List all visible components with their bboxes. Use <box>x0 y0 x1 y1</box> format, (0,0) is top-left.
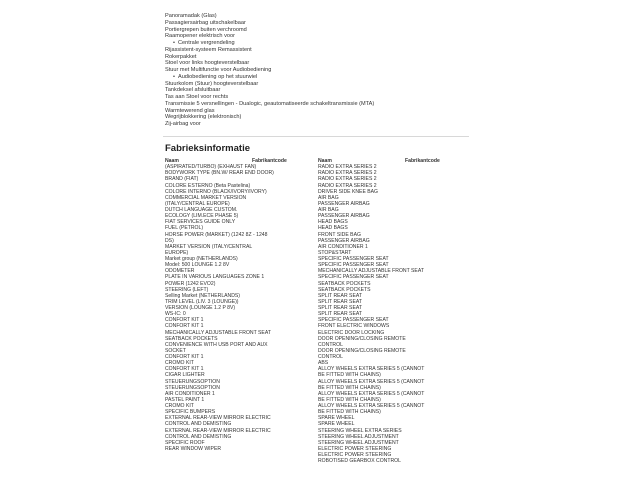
factory-info-row: AIR CONDITIONER 1 <box>318 243 368 250</box>
feature-item: Stuur met Multifunctie voor Audiobediening <box>165 67 272 73</box>
feature-list <box>165 13 465 128</box>
factory-info-row: AIR BAG <box>318 194 339 201</box>
factory-info-row: BE FITTED WITH CHAINS) <box>318 409 381 416</box>
factory-info-row: Market group (NETHERLANDS) <box>165 256 238 262</box>
factory-info-row: FRONT ELECTRIC WINDOWS <box>318 323 390 330</box>
factory-info-row: SPLIT REAR SEAT <box>318 305 362 311</box>
feature-item: Warmtewerend glas <box>165 107 215 114</box>
factory-info-list-left <box>165 164 315 452</box>
feature-item: Stuurkolom (Stuur) hoogteverstelbaar <box>165 80 259 87</box>
factory-info-row: ODOMETER <box>165 268 195 275</box>
factory-info-row: CONFORT KIT 1 <box>165 366 204 373</box>
factory-info-row: POWER (1242 EVO2) <box>165 280 216 287</box>
factory-info-row: RADIO EXTRA SERIES 2 <box>318 170 377 177</box>
factory-info-row: CROMO KIT <box>165 360 194 367</box>
header-name: Naam <box>318 158 332 164</box>
factory-info-row: MECHANICALLY ADJUSTABLE FRONT SEAT <box>165 329 271 336</box>
factory-info-row: PLATE IN VARIOUS LANGUAGES ZONE 1 <box>165 274 265 281</box>
factory-info-row: EXTERNAL REAR-VIEW MIRROR ELECTRIC <box>165 415 271 422</box>
factory-info-row: STEERING (LEFT) <box>165 286 209 293</box>
factory-info-row: STEUERUNGSOPTION <box>165 378 220 385</box>
factory-info-row: SPECIFIC PASSENGER SEAT <box>318 256 389 262</box>
factory-info-row: ECOLOGY (LIM.ECE PHASE 5) <box>165 213 239 220</box>
factory-info-row: BE FITTED WITH CHAINS) <box>318 396 381 403</box>
feature-item: Transmissie 5 versnellingen - Dualogic, geautomatiseerde schakeltransmissie (MTA) <box>165 100 375 107</box>
factory-info-row: CONFORT KIT 1 <box>165 317 204 324</box>
factory-info-row: SEATBACK POCKETS <box>318 286 371 293</box>
factory-info-row: CONFORT KIT 1 <box>165 354 204 360</box>
factory-info-row: ALLOY WHEELS EXTRA SERIES 5 (CANNOT <box>318 366 425 373</box>
factory-info-row: SPECIFIC BUMPERS <box>165 409 216 416</box>
factory-info-row: ALLOY WHEELS EXTRA SERIES 5 (CANNOT <box>318 403 425 409</box>
factory-info-row: RADIO EXTRA SERIES 2 <box>318 176 377 183</box>
factory-info-row: RADIO EXTRA SERIES 2 <box>318 164 377 171</box>
factory-info-row: SPLIT REAR SEAT <box>318 292 362 299</box>
factory-info-row: COLORE ESTERNO (Beta Pastelina) <box>165 182 251 189</box>
feature-item: Panoramadak (Glas) <box>165 13 217 19</box>
factory-info-column-left <box>165 158 315 452</box>
factory-info-row: SPECIFIC PASSENGER SEAT <box>318 317 389 324</box>
factory-info-row: HEAD BAGS <box>318 225 348 232</box>
factory-info-row: Selling Market (NETHERLANDS) <box>165 292 241 299</box>
factory-info-row: CROMO KIT <box>165 403 194 409</box>
factory-info-row: ABS <box>318 360 329 367</box>
factory-info-row: MECHANICALLY ADJUSTABLE FRONT SEAT <box>318 268 424 275</box>
factory-info-row: RADIO EXTRA SERIES 2 <box>318 182 377 189</box>
factory-info-row: PASSENGER AIRBAG <box>318 213 370 220</box>
header-code: Fabrikantcode <box>405 158 440 164</box>
factory-info-row: CONTROL AND DEMISTING <box>165 421 232 428</box>
factory-info-row: ALLOY WHEELS EXTRA SERIES 5 (CANNOT <box>318 378 425 385</box>
factory-info-row: SPECIFIC PASSENGER SEAT <box>318 274 389 281</box>
factory-info-row: DOOR OPENING/CLOSING REMOTE <box>318 347 406 354</box>
feature-subitem: • Audiobediening op het stuurwiel <box>165 74 465 81</box>
factory-info-row: CIGAR LIGHTER <box>165 372 205 379</box>
factory-info-row: SPLIT REAR SEAT <box>318 311 362 318</box>
header-code: Fabrikantcode <box>252 158 287 164</box>
feature-item: Passagiersairbag uitschakelbaar <box>165 19 246 26</box>
factory-info-row: EUROPE) <box>165 249 189 256</box>
feature-item: Rijassistent-systeem Remassistent <box>165 46 252 53</box>
factory-info-row: BODYWORK TYPE (BN.W/ REAR END DOOR) <box>165 170 274 177</box>
factory-info-row: COMMERCIAL MARKET VERSION <box>165 194 247 201</box>
factory-info-row: STEUERUNGSOPTION <box>165 384 220 391</box>
header-name: Naam <box>165 158 179 164</box>
factory-info-row: SPARE WHEEL <box>318 421 355 428</box>
factory-info-row: ELECTRIC DOOR LOCKING <box>318 329 385 336</box>
factory-info-row: SPECIFIC ROOF <box>165 439 205 446</box>
factory-info-row: AIR BAG <box>318 207 339 213</box>
feature-item: Portiergrepen buiten verchroomd <box>165 26 247 33</box>
factory-info-row: AIR CONDITIONER 1 <box>165 390 215 397</box>
factory-info-row: SOCKET <box>165 347 186 354</box>
factory-info-row: (ITALY/CENTRAL EUROPE) <box>165 200 230 207</box>
factory-info-row: CONTROL <box>318 341 343 348</box>
feature-item: Rokerpakket <box>165 53 197 60</box>
factory-info-row: EXTERNAL REAR-VIEW MIRROR ELECTRIC <box>165 427 271 434</box>
factory-info-row: HEAD BAGS <box>318 219 348 226</box>
feature-item: Tas aan Stoel voor rechts <box>165 94 229 100</box>
factory-info-row: BE FITTED WITH CHAINS) <box>318 384 381 391</box>
factory-info-row: PASSENGER AIRBAG <box>318 200 370 207</box>
factory-info-row: TRIM LEVEL (LIV. 3 (LOUNGE)) <box>165 298 239 305</box>
feature-subitem: • Centrale vergrendeling <box>165 40 465 47</box>
factory-info-row: PASTEL PAINT 1 <box>165 396 205 403</box>
factory-info-row: DRIVER SIDE KNEE BAG <box>318 188 379 195</box>
factory-info-row: SEATBACK POCKETS <box>318 280 371 287</box>
factory-info-row: (ASPIRATED/TURBO) (EXHAUST FAN) <box>165 164 257 171</box>
factory-info-row: Model: 500 LOUNGE 1.2 8V <box>165 262 230 269</box>
factory-info-row: STEERING WHEEL EXTRA SERIES <box>318 427 402 434</box>
factory-info-row: FUEL (PETROL) <box>165 225 204 232</box>
factory-info-row: CONFORT KIT 1 <box>165 323 204 330</box>
factory-info-row: CONTROL <box>318 354 343 360</box>
factory-info-row: DOOR OPENING/CLOSING REMOTE <box>318 335 406 342</box>
factory-info-row: STEERING WHEEL ADJUSTMENT <box>318 433 399 440</box>
feature-item: Tankdeksel afsluitbaar <box>165 87 221 94</box>
factory-info-row: ELECTRIC POWER STEERING <box>318 445 392 452</box>
factory-info-row: CONVENIENCE WITH USB PORT AND AUX <box>165 341 268 348</box>
factory-info-row: DUTCH LANGUAGE CUSTOM. <box>165 207 238 213</box>
factory-info-row: VERSION (LOUNGE 1.2 P 8V) <box>165 305 236 311</box>
factory-info-row: STOP&START <box>318 249 352 256</box>
feature-item: Zij-airbag voor <box>165 121 201 127</box>
factory-info-list-right <box>318 164 470 464</box>
factory-info-row: BE FITTED WITH CHAINS) <box>318 372 381 379</box>
factory-info-row: SPARE WHEEL <box>318 415 355 422</box>
feature-item: Raamopener elektrisch voor <box>165 33 235 40</box>
factory-info-row: ELECTRIC POWER STEERING <box>318 452 392 458</box>
factory-info-row: DS) <box>165 237 174 244</box>
factory-info-row: MARKET VERSION (ITALY/CENTRAL <box>165 243 253 250</box>
feature-item: Wegrijblokkering (elektronisch) <box>165 114 242 121</box>
factory-info-row: WS-IC: 0 <box>165 311 186 318</box>
factory-info-row: COLORE INTERNO (BLACK/IVORY/IVORY) <box>165 188 267 195</box>
factory-info-row: SPECIFIC PASSENGER SEAT <box>318 262 389 269</box>
factory-info-row: SEATBACK POCKETS <box>165 335 218 342</box>
section-divider <box>163 136 469 137</box>
factory-info-row: BRAND (FIAT) <box>165 176 199 183</box>
factory-info-row: ALLOY WHEELS EXTRA SERIES 5 (CANNOT <box>318 390 425 397</box>
factory-info-row: PASSENGER AIRBAG <box>318 237 370 244</box>
factory-info-row: REAR WINDOW WIPER <box>165 445 222 452</box>
factory-info-column-right <box>318 158 470 464</box>
factory-info-row: FRONT SIDE BAG <box>318 231 361 238</box>
feature-item: Stoel voor links hoogteverstelbaar <box>165 60 250 67</box>
factory-info-row: HORSE POWER (MARKET) (1242 8Z - 1248 <box>165 231 268 238</box>
factory-info-row: ROBOTISED GEARBOX CONTROL <box>318 458 401 465</box>
factory-info-row: CONTROL AND DEMISTING <box>165 433 232 440</box>
section-title: Fabrieksinformatie <box>165 143 250 154</box>
factory-info-row: FIAT SERVICES GUIDE ONLY <box>165 219 236 226</box>
factory-info-row: SPLIT REAR SEAT <box>318 298 362 305</box>
factory-info-row: STEERING WHEEL ADJUSTMENT <box>318 439 399 446</box>
